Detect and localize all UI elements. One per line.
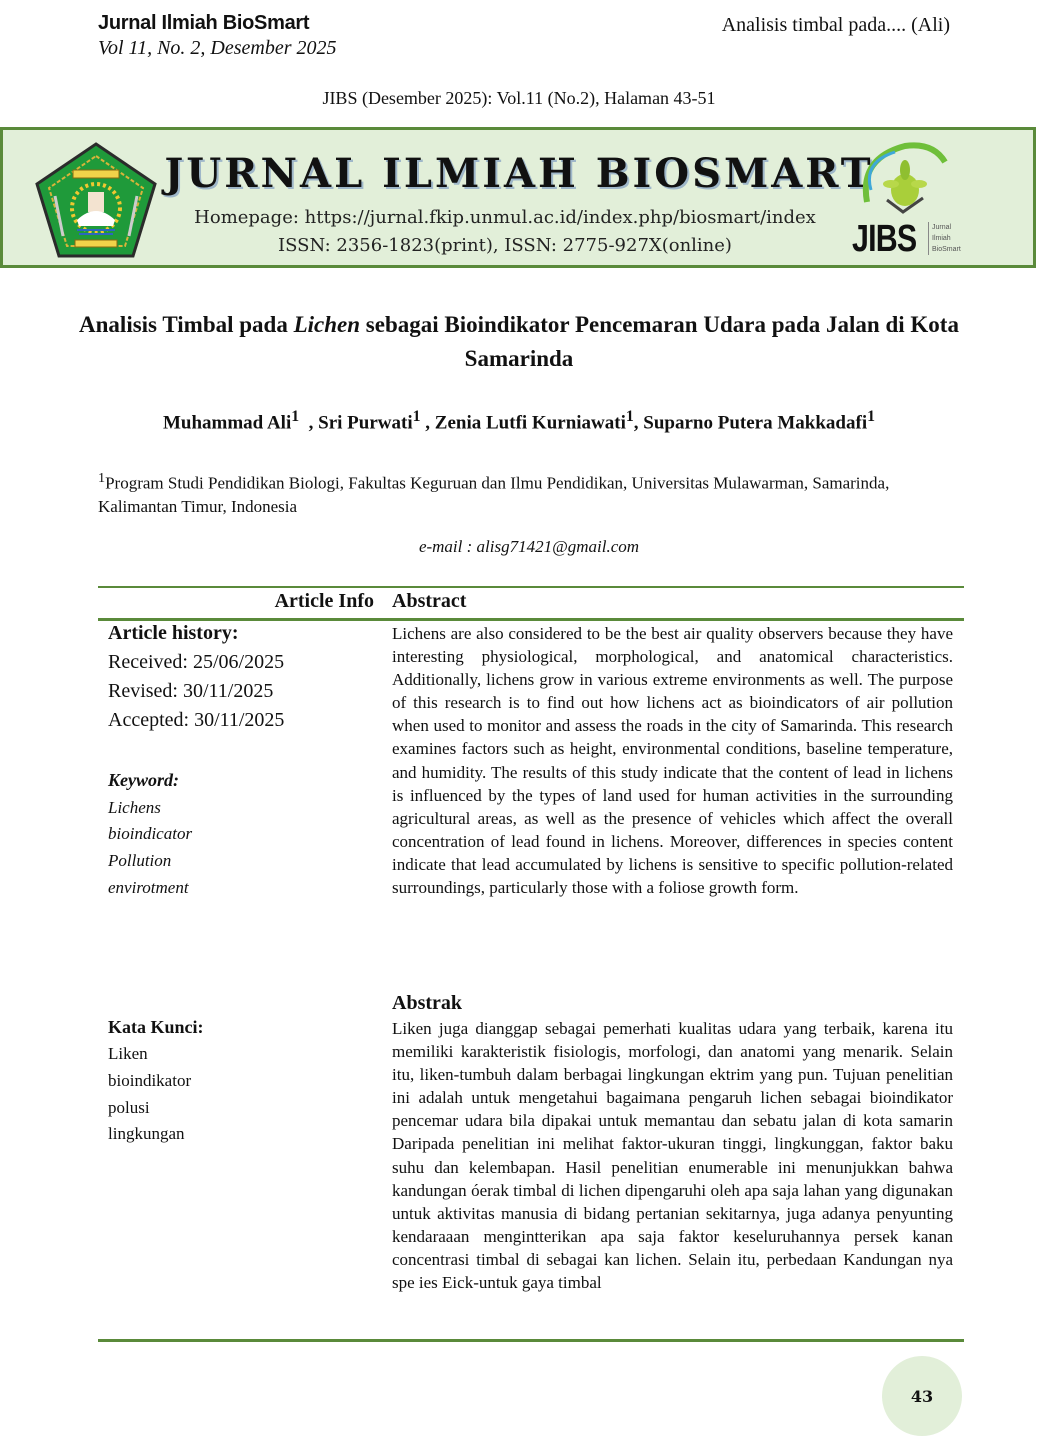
jibs-logo-subtitle [928,222,961,255]
keyword-item: bioindicator [108,824,193,843]
affiliation-text: Program Studi Pendidikan Biologi, Fakultas Keguruan dan Ilmu Pendidikan, Universitas Mulawarman, Samarinda, Kalimantan Timur, Indonesia [98,473,890,516]
banner-issn: ISSN: 2356-1823(print), ISSN: 2775-927X(online) [278,235,732,256]
corresponding-email[interactable]: e-mail : alisg71421@gmail.com [418,537,640,556]
kata-kunci-item: Liken [108,1044,148,1063]
author-name: Muhammad Ali [162,412,292,434]
keyword-item: envirotment [108,878,189,897]
kata-kunci-item: polusi [108,1098,150,1117]
kata-kunci-title: Kata Kunci: [108,1017,204,1037]
affiliation-mark: 1 [98,470,106,486]
title-italic-term: Lichen [293,312,361,337]
article-history-title: Article history: [108,622,239,644]
abstrak-text: Liken juga dianggap sebagai pemerhati kualitas udara yang terbaik, karena itu memiliki karakteristik fisiologis, morfologi, dan anatomi yang menarik. Selain itu, liken-tumbuh dalam berbagai lingkungan ektrim yang pun. Tujuan penelitian ini adalah untuk mengetahui bagaimana pengaruh lichen sebagai bioindikator pencemar udara bila dipakai untuk memantau dan sebatu jalan di kota samarin Daripada penelitian ini melihat faktor-ukuran tinggi, lingkunggan, faktor baku suhu dan kelembapan. Hasil penelitian enumerable ini menunjukkan bahwa kandungan óerak timbal di lichen dipengaruhi oleh apa saja lahan yang digunakan untuk aktivitas manusia di bidang pertanian sekitarnya, juga adanya penyunting kendaraaan mengintterikan apa saja faktor keseluruhannya persek kanan concentrasi timbal di sebagai kan lichen. Selain itu, perbedaan Kandungan nya spe ies Eick-untuk gaya timbal [392,1019,953,1293]
table-header-rule-left [98,618,356,621]
author-affiliation-mark: 1 [625,408,634,425]
keyword-title: Keyword: [108,770,179,790]
abstract-header: Abstract [392,590,467,612]
jibs-subtitle-line: BioSmart [932,246,961,253]
author-list: Muhammad Ali$^1$ , Sri Purwati$^1$ , Zenia Lutfi Kurniawati$^1$, Suparno Putera Makkadafi$^1$ [162,408,876,434]
jibs-subtitle-line: Jurnal [932,224,952,231]
table-bottom-rule [98,1339,964,1342]
jibs-logo-mark: JIBS [852,218,917,260]
author-name: Sri Purwati [318,412,413,434]
kata-kunci-item: bioindikator [108,1071,192,1090]
journal-name: Jurnal Ilmiah BioSmart [98,12,310,34]
article-info-header: Article Info [274,590,374,612]
keyword-item: Pollution [108,851,172,870]
kata-kunci-item: lingkungan [108,1124,185,1143]
title-text: Analisis Timbal pada [79,312,294,337]
table-header-rule-right [356,618,964,621]
keyword-item: Lichens [108,798,161,817]
running-header-left [98,12,337,60]
article-title [60,308,978,376]
citation-line: JIBS (Desember 2025): Vol.11 (No.2), Halaman 43-51 [322,88,716,108]
banner-homepage-link[interactable]: Homepage: https://jurnal.fkip.unmul.ac.id/index.php/biosmart/index [194,207,816,228]
author-affiliation-mark: 1 [412,408,421,425]
jibs-subtitle-line: Ilmiah [932,235,951,242]
author-affiliation-mark: 1 [867,408,876,425]
abstrak-header: Abstrak [392,992,463,1014]
title-text: sebagai Bioindikator Pencemaran Udara pada Jalan di Kota Samarinda [360,312,959,371]
table-top-rule [98,586,964,588]
volume-line: Vol 11, No. 2, Desember 2025 [98,37,337,59]
author-affiliation-mark: 1 [291,408,300,425]
banner-journal-title: JURNAL ILMIAH BIOSMART [164,150,874,197]
author-name: Suparno Putera Makkadafi [643,412,868,434]
history-revised: Revised: 30/11/2025 [108,680,274,702]
page-number: 43 [910,1386,934,1406]
affiliation [98,467,968,518]
running-header-short-title: Analisis timbal pada.... (Ali) [721,14,950,36]
history-received: Received: 25/06/2025 [108,651,285,673]
author-name: Zenia Lutfi Kurniawati [434,412,626,434]
abstract-text: Lichens are also considered to be the best air quality observers because they have interesting physiological, morphological, and anatomical characteristics. Additionally, lichens grow in various extreme environments as well. The purpose of this research is to find out how lichens act as bioindicators of air pollution when used to monitor and assess the roads in the city of Samarinda. This research examines factors such as height, environmental conditions, baseline temperature, and humidity. The results of this study indicate that the content of lead in lichens is influenced by the types of land used for human activities in the surrounding agricultural areas, as well as the presence of vehicles which affect the overall concentration of lead found in lichens. Moreover, differences in species content indicate that lead accumulated by lichens is sensitive to specific pollution-related surroundings, particularly those with a foliose growth form. [392,624,953,898]
page-number-badge [882,1356,962,1436]
history-accepted: Accepted: 30/11/2025 [108,709,285,731]
